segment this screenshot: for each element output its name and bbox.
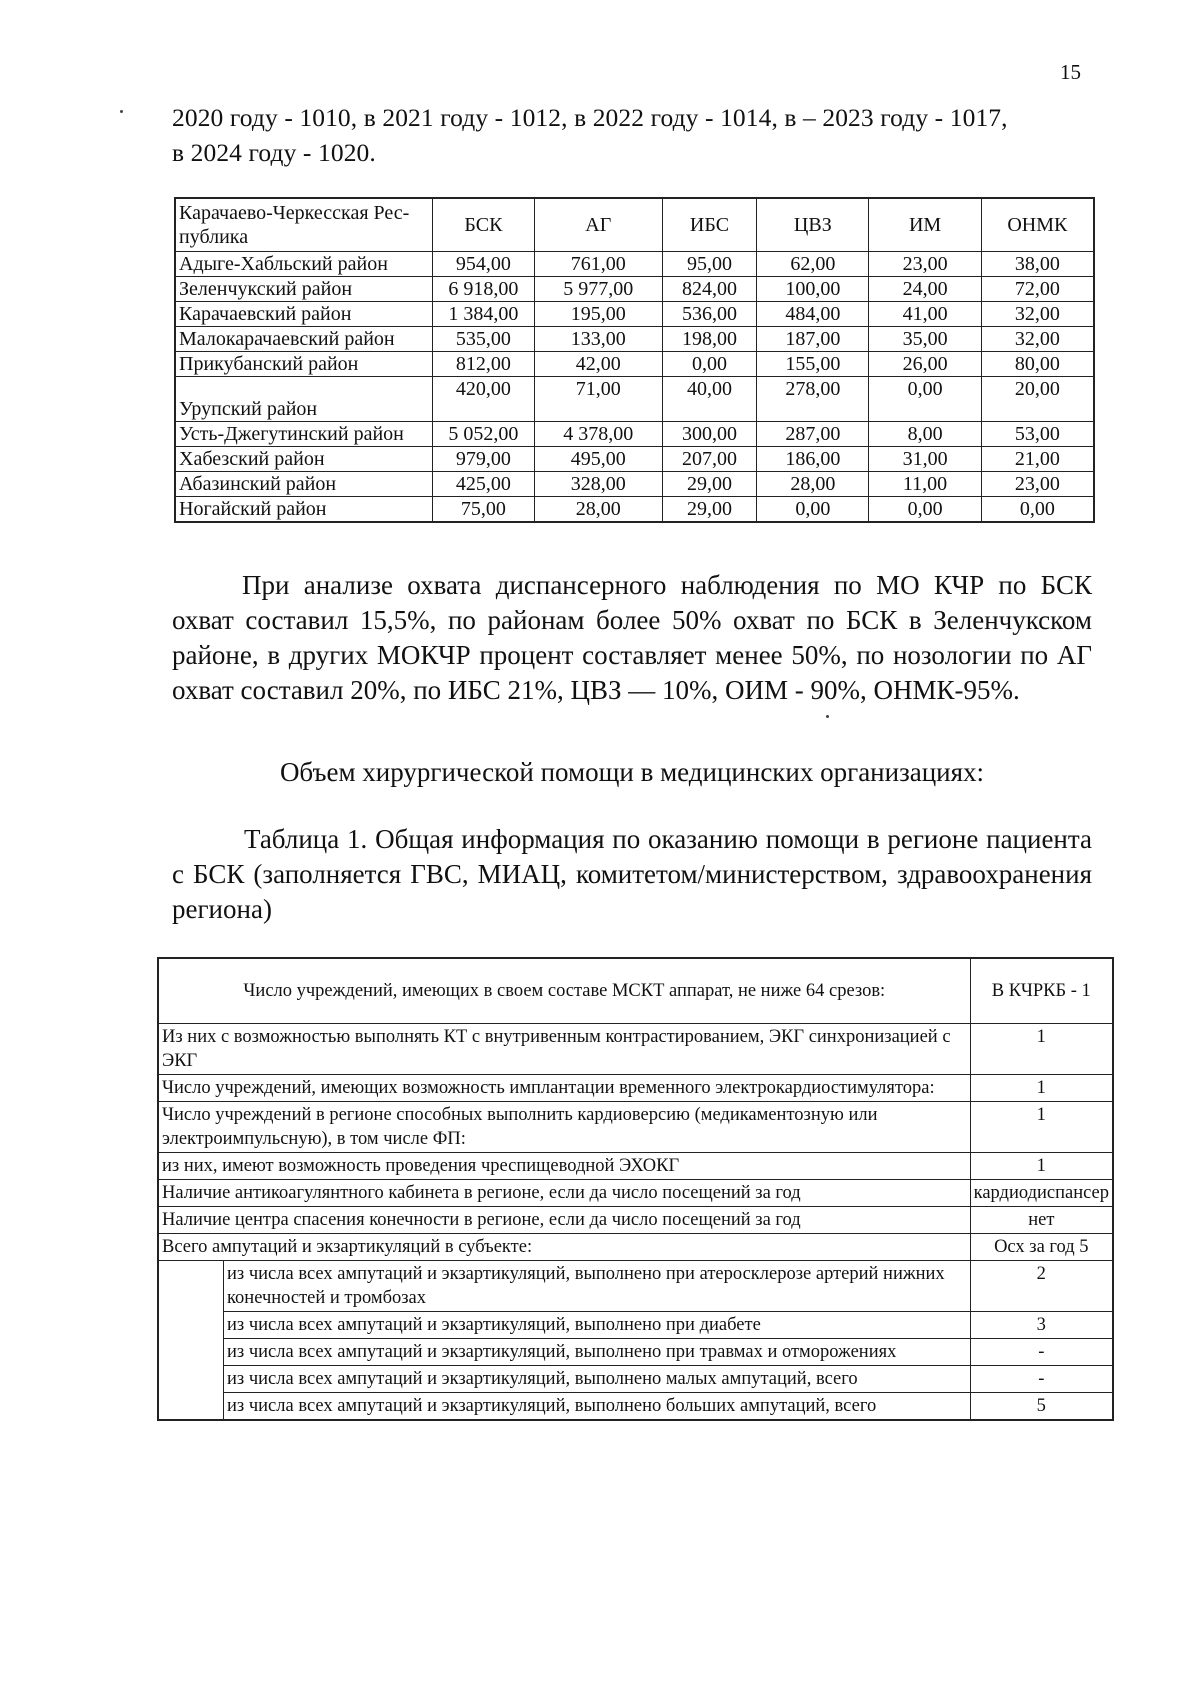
district-value: 8,00 — [869, 422, 981, 447]
header-col: ЦВЗ — [757, 198, 869, 252]
care-value: кардиодиспансер — [970, 1180, 1113, 1207]
district-value: 287,00 — [757, 422, 869, 447]
table-row — [158, 1339, 1113, 1366]
page-number: 15 — [1060, 60, 1081, 84]
district-value: 761,00 — [534, 252, 662, 277]
district-value: 6 918,00 — [433, 277, 535, 302]
care-label: Наличие антикоагулянтного кабинета в регионе, если да число посещений за год — [158, 1180, 970, 1207]
district-value: 979,00 — [433, 447, 535, 472]
table-row — [158, 1024, 1113, 1075]
district-name: Карачаевский район — [175, 302, 433, 327]
district-value: 133,00 — [534, 327, 662, 352]
district-value: 40,00 — [662, 377, 756, 422]
table-row — [158, 1153, 1113, 1180]
scan-speck — [826, 715, 829, 718]
district-value: 300,00 — [662, 422, 756, 447]
care-sub-label: из числа всех ампутаций и экзартикуляций, выполнено при травмах и отморожениях — [224, 1339, 971, 1366]
header-col: ОНМК — [981, 198, 1094, 252]
table-row — [175, 302, 1094, 327]
table-row — [158, 958, 1113, 1024]
header-col: ИМ — [869, 198, 981, 252]
district-value: 0,00 — [662, 352, 756, 377]
district-value: 278,00 — [757, 377, 869, 422]
district-value: 32,00 — [981, 327, 1094, 352]
table-row — [158, 1261, 1113, 1312]
district-value: 11,00 — [869, 472, 981, 497]
care-value: Осх за год 5 — [970, 1234, 1113, 1261]
district-value: 100,00 — [757, 277, 869, 302]
district-value: 35,00 — [869, 327, 981, 352]
care-label: из них, имеют возможность проведения чреспищеводной ЭХОКГ — [158, 1153, 970, 1180]
care-value: нет — [970, 1207, 1113, 1234]
district-name: Ногайский район — [175, 497, 433, 523]
table-row — [175, 497, 1094, 523]
care-value: 1 — [970, 1075, 1113, 1102]
district-value: 20,00 — [981, 377, 1094, 422]
district-name: Усть-Джегутинский район — [175, 422, 433, 447]
table-row — [158, 1075, 1113, 1102]
district-name: Урупский район — [175, 377, 433, 422]
care-value: 1 — [970, 1102, 1113, 1153]
table-row — [175, 352, 1094, 377]
district-value: 72,00 — [981, 277, 1094, 302]
district-value: 41,00 — [869, 302, 981, 327]
district-table — [174, 197, 1095, 523]
table-row — [175, 422, 1094, 447]
district-value: 0,00 — [981, 497, 1094, 523]
district-value: 195,00 — [534, 302, 662, 327]
district-table-header — [175, 198, 1094, 252]
district-value: 95,00 — [662, 252, 756, 277]
district-value: 535,00 — [433, 327, 535, 352]
scan-speck — [120, 110, 123, 113]
table-caption — [172, 822, 1092, 927]
district-value: 28,00 — [757, 472, 869, 497]
care-label: Наличие центра спасения конечности в регионе, если да число посещений за год — [158, 1207, 970, 1234]
care-table — [157, 957, 1114, 1421]
district-value: 28,00 — [534, 497, 662, 523]
intro-line-1: 2020 году - 1010, в 2021 году - 1012, в 2022 году - 1014, в – 2023 году - 1017, — [172, 103, 1008, 132]
table-row — [175, 277, 1094, 302]
district-value: 29,00 — [662, 472, 756, 497]
care-label: Число учреждений, имеющих возможность имплантации временного электрокардиостимулятора: — [158, 1075, 970, 1102]
header-region: Карачаево-Черкесская Рес-публика — [175, 198, 433, 252]
district-value: 26,00 — [869, 352, 981, 377]
district-value: 24,00 — [869, 277, 981, 302]
district-name: Хабезский район — [175, 447, 433, 472]
care-sub-value: 5 — [970, 1393, 1113, 1421]
table-row — [158, 1207, 1113, 1234]
district-value: 187,00 — [757, 327, 869, 352]
table-row — [158, 1180, 1113, 1207]
district-value: 80,00 — [981, 352, 1094, 377]
header-col: АГ — [534, 198, 662, 252]
table-row — [158, 1366, 1113, 1393]
district-value: 32,00 — [981, 302, 1094, 327]
table-row — [175, 327, 1094, 352]
care-value: 1 — [970, 1024, 1113, 1075]
care-sub-label: из числа всех ампутаций и экзартикуляций, выполнено при диабете — [224, 1312, 971, 1339]
district-name: Абазинский район — [175, 472, 433, 497]
table-caption-text: Таблица 1. Общая информация по оказанию помощи в регионе пациента с БСК (заполняется ГВС, МИАЦ, комитетом/министерством, здравоохранения региона) — [172, 824, 1092, 924]
table-row — [175, 377, 1094, 422]
district-value: 954,00 — [433, 252, 535, 277]
district-value: 42,00 — [534, 352, 662, 377]
indent-cell — [158, 1261, 224, 1421]
care-label: Число учреждений в регионе способных выполнить кардиоверсию (медикаментозную или электроимпульсную), в том числе ФП: — [158, 1102, 970, 1153]
district-value: 495,00 — [534, 447, 662, 472]
district-value: 23,00 — [981, 472, 1094, 497]
district-name: Зеленчукский район — [175, 277, 433, 302]
care-value: В КЧРКБ - 1 — [970, 958, 1113, 1024]
care-sub-value: 2 — [970, 1261, 1113, 1312]
table-row — [158, 1312, 1113, 1339]
district-value: 812,00 — [433, 352, 535, 377]
district-value: 484,00 — [757, 302, 869, 327]
district-value: 420,00 — [433, 377, 535, 422]
header-col: БСК — [433, 198, 535, 252]
district-value: 71,00 — [534, 377, 662, 422]
table-row — [175, 472, 1094, 497]
care-value: 1 — [970, 1153, 1113, 1180]
care-label: Всего ампутаций и экзартикуляций в субъекте: — [158, 1234, 970, 1261]
district-value: 4 378,00 — [534, 422, 662, 447]
district-name: Малокарачаевский район — [175, 327, 433, 352]
district-value: 536,00 — [662, 302, 756, 327]
table-row — [158, 1393, 1113, 1421]
care-sub-value: - — [970, 1339, 1113, 1366]
district-value: 207,00 — [662, 447, 756, 472]
section-heading: Объем хирургической помощи в медицинских организациях: — [279, 757, 985, 787]
district-value: 186,00 — [757, 447, 869, 472]
care-label: Из них с возможностью выполнять КТ с внутривенным контрастированием, ЭКГ синхронизацией с ЭКГ — [158, 1024, 970, 1075]
district-value: 824,00 — [662, 277, 756, 302]
district-value: 31,00 — [869, 447, 981, 472]
analysis-paragraph — [172, 568, 1092, 708]
analysis-text: При анализе охвата диспансерного наблюдения по МО КЧР по БСК охват составил 15,5%, по районам более 50% охват по БСК в Зеленчукском районе, в других МОКЧР процент составляет менее 50%, по нозологии по АГ охват составил 20%, по ИБС 21%, ЦВЗ — 10%, ОИМ - 90%, ОНМК-95%. — [172, 570, 1092, 705]
district-value: 53,00 — [981, 422, 1094, 447]
care-label: Число учреждений, имеющих в своем составе МСКТ аппарат, не ниже 64 срезов: — [158, 958, 970, 1024]
district-value: 328,00 — [534, 472, 662, 497]
care-sub-label: из числа всех ампутаций и экзартикуляций, выполнено при атеросклерозе артерий нижних конечностей и тромбозах — [224, 1261, 971, 1312]
district-value: 75,00 — [433, 497, 535, 523]
district-value: 1 384,00 — [433, 302, 535, 327]
district-value: 0,00 — [869, 497, 981, 523]
district-value: 425,00 — [433, 472, 535, 497]
table-row — [175, 447, 1094, 472]
care-sub-value: - — [970, 1366, 1113, 1393]
district-name: Адыге-Хабльский район — [175, 252, 433, 277]
table-row — [175, 252, 1094, 277]
district-value: 0,00 — [757, 497, 869, 523]
district-value: 29,00 — [662, 497, 756, 523]
intro-line-2: в 2024 году - 1020. — [172, 138, 376, 167]
table-row — [158, 1234, 1113, 1261]
table-row — [158, 1102, 1113, 1153]
district-value: 5 977,00 — [534, 277, 662, 302]
care-sub-label: из числа всех ампутаций и экзартикуляций, выполнено больших ампутаций, всего — [224, 1393, 971, 1421]
district-value: 155,00 — [757, 352, 869, 377]
intro-text — [172, 100, 1102, 170]
header-col: ИБС — [662, 198, 756, 252]
district-value: 21,00 — [981, 447, 1094, 472]
care-sub-value: 3 — [970, 1312, 1113, 1339]
district-value: 23,00 — [869, 252, 981, 277]
district-value: 38,00 — [981, 252, 1094, 277]
district-value: 0,00 — [869, 377, 981, 422]
district-value: 5 052,00 — [433, 422, 535, 447]
district-value: 198,00 — [662, 327, 756, 352]
district-name: Прикубанский район — [175, 352, 433, 377]
care-sub-label: из числа всех ампутаций и экзартикуляций, выполнено малых ампутаций, всего — [224, 1366, 971, 1393]
district-value: 62,00 — [757, 252, 869, 277]
